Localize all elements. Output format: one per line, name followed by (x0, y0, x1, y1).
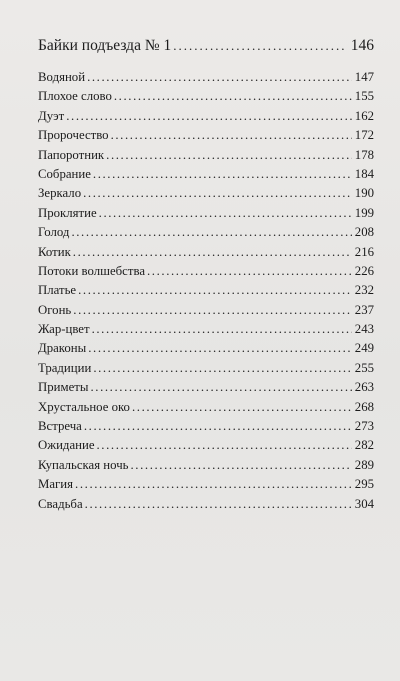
dot-leader (83, 184, 352, 203)
toc-entry-page-number: 178 (354, 147, 374, 162)
toc-entry-page-number: 208 (354, 225, 374, 240)
toc-entry (38, 262, 374, 281)
toc-entry (38, 398, 374, 417)
toc-entry-page-number: 172 (354, 128, 374, 143)
toc-entry-title: Купальская ночь (38, 457, 129, 472)
toc-entry-title: Встреча (38, 419, 82, 434)
dot-leader (73, 243, 352, 262)
dot-leader (111, 126, 352, 145)
toc-entry-page-number: 184 (354, 166, 374, 181)
dot-leader (106, 146, 352, 165)
toc-entry (38, 165, 374, 184)
dot-leader (90, 378, 351, 397)
dot-leader (92, 320, 352, 339)
toc-entry (38, 107, 374, 126)
toc-entry-page-number: 289 (354, 457, 374, 472)
dot-leader (93, 165, 352, 184)
toc-entry (38, 243, 374, 262)
toc-entry (38, 184, 374, 203)
section-heading (38, 37, 374, 61)
toc-entry-title: Драконы (38, 341, 87, 356)
toc-entry-title: Зеркало (38, 186, 82, 201)
toc-entry-title: Котик (38, 244, 71, 259)
dot-leader (85, 495, 352, 514)
toc-entry (38, 68, 374, 87)
dot-leader (66, 107, 352, 126)
toc-entry-title: Дуэт (38, 108, 65, 123)
toc-entry-page-number: 255 (354, 360, 374, 375)
toc-entry-list (38, 68, 374, 514)
toc-entry (38, 475, 374, 494)
dot-leader (93, 359, 351, 378)
toc-entry (38, 359, 374, 378)
toc-entry-page-number: 282 (354, 438, 374, 453)
toc-entry (38, 495, 374, 514)
toc-entry-page-number: 263 (354, 380, 374, 395)
toc-entry-title: Плохое слово (38, 89, 112, 104)
toc-entry-page-number: 190 (354, 186, 374, 201)
toc-entry-title: Магия (38, 477, 74, 492)
toc-entry (38, 339, 374, 358)
toc-entry (38, 281, 374, 300)
section-page-number: 146 (350, 37, 374, 54)
toc-entry-title: Приметы (38, 380, 89, 395)
dot-leader (99, 204, 352, 223)
toc-entry-page-number: 155 (354, 89, 374, 104)
toc-entry-title: Потоки волшебства (38, 263, 145, 278)
section-title: Байки подъезда № 1 (38, 37, 172, 54)
toc-entry-title: Пророчество (38, 128, 109, 143)
toc-entry-page-number: 243 (354, 322, 374, 337)
toc-entry-page-number: 295 (354, 477, 374, 492)
toc-entry (38, 87, 374, 106)
toc-entry (38, 301, 374, 320)
toc-entry (38, 204, 374, 223)
toc-entry-title: Традиции (38, 360, 92, 375)
toc-entry-page-number: 304 (354, 496, 374, 511)
toc-entry-title: Собрание (38, 166, 91, 181)
toc-entry (38, 320, 374, 339)
dot-leader (75, 475, 352, 494)
toc-entry-page-number: 268 (354, 399, 374, 414)
dot-leader (131, 456, 352, 475)
dot-leader (147, 262, 352, 281)
toc-entry-title: Платье (38, 283, 77, 298)
dot-leader (87, 68, 352, 87)
toc-entry-page-number: 162 (354, 108, 374, 123)
toc-entry-page-number: 226 (354, 263, 374, 278)
toc-entry-page-number: 232 (354, 283, 374, 298)
toc-entry-page-number: 249 (354, 341, 374, 356)
dot-leader (173, 38, 347, 54)
dot-leader (73, 301, 352, 320)
toc-entry-page-number: 147 (354, 70, 374, 84)
toc-entry (38, 417, 374, 436)
toc-entry-title: Огонь (38, 302, 72, 317)
toc-entry-page-number: 216 (354, 244, 374, 259)
toc-entry-page-number: 237 (354, 302, 374, 317)
toc-entry (38, 223, 374, 242)
dot-leader (114, 87, 352, 106)
toc-entry-page-number: 273 (354, 419, 374, 434)
dot-leader (132, 398, 352, 417)
toc-entry-title: Хрустальное око (38, 399, 130, 414)
toc-entry (38, 126, 374, 145)
toc-entry (38, 146, 374, 165)
toc-entry (38, 456, 374, 475)
dot-leader (97, 436, 352, 455)
toc-entry-title: Водяной (38, 70, 86, 84)
dot-leader (78, 281, 352, 300)
table-of-contents (38, 37, 374, 514)
dot-leader (84, 417, 352, 436)
toc-entry-title: Проклятие (38, 205, 97, 220)
toc-entry-title: Голод (38, 225, 70, 240)
toc-entry (38, 436, 374, 455)
toc-entry-title: Свадьба (38, 496, 83, 511)
toc-entry (38, 378, 374, 397)
dot-leader (88, 339, 352, 358)
toc-entry-page-number: 199 (354, 205, 374, 220)
dot-leader (71, 223, 351, 242)
toc-entry-title: Жар-цвет (38, 322, 90, 337)
toc-entry-title: Папоротник (38, 147, 105, 162)
toc-entry-title: Ожидание (38, 438, 95, 453)
